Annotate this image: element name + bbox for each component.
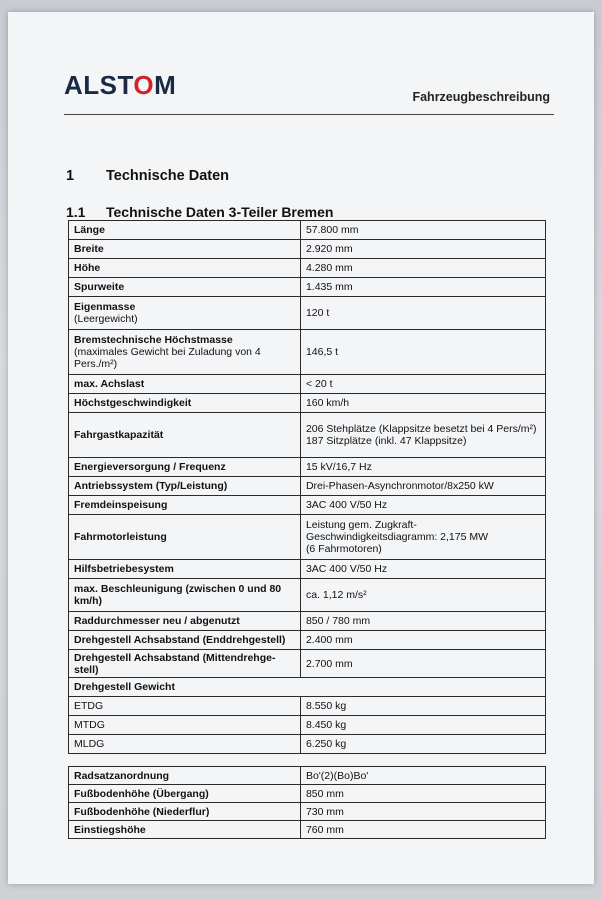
row-value [300,803,545,821]
row-key-text: Antriebssystem (Typ/Leistung) [74,480,228,492]
table-row [69,394,546,413]
row-value-text: 2.400 mm [305,634,353,646]
row-key [69,579,301,612]
row-key [69,650,301,678]
row-key [69,496,301,515]
weight-header [69,678,546,697]
row-key [69,785,301,803]
row-value [300,612,545,631]
weight-value-text: 8.550 kg [305,700,347,712]
row-value-text: 57.800 mm [305,224,359,236]
row-value-text: 3AC 400 V/50 Hz [305,563,388,575]
row-value-text: 2.700 mm [305,657,353,670]
table-row [69,259,546,278]
table-row [69,278,546,297]
row-value [300,785,545,803]
row-value [300,297,545,330]
section-heading-1: 1 Technische Daten [66,168,230,184]
technical-data-table [68,220,546,754]
row-key [69,221,301,240]
row-key [69,240,301,259]
row-value-text: 850 mm [305,787,344,800]
weight-value [300,716,545,735]
row-key-text: Fahrmotorleistung [74,531,167,543]
weight-value-text: 6.250 kg [305,738,347,750]
row-key [69,803,301,821]
row-value [300,394,545,413]
row-key [69,394,301,413]
row-value [300,631,545,650]
row-key [69,560,301,579]
row-value [300,821,545,839]
row-key [69,477,301,496]
row-value-text: Drei-Phasen-Asynchronmotor/8x250 kW [305,480,494,492]
row-key [69,631,301,650]
row-value-subtext: 187 Sitzplätze (inkl. 47 Klappsitze) [305,435,467,447]
row-value [300,375,545,394]
row-key-text: Fußbodenhöhe (Niederflur) [74,805,210,818]
row-value [300,221,545,240]
row-key-text: Drehgestell Achsabstand (Mittendrehge-stell) [74,651,276,676]
weight-key [69,697,301,716]
row-key-text: Länge [74,224,105,236]
weight-key-text: MTDG [74,719,105,731]
row-value [300,650,545,678]
row-value [300,767,545,785]
table-row [69,297,546,330]
row-value [300,515,545,560]
row-key [69,458,301,477]
row-value [300,579,545,612]
row-key-text: Hilfsbetriebesystem [74,563,174,575]
row-key [69,821,301,839]
table-row [69,221,546,240]
row-key-text: Fahrgastkapazität [74,429,164,441]
row-key-text: Energieversorgung / Frequenz [74,461,226,473]
row-value [300,259,545,278]
table-row [69,767,546,785]
row-value-text: 4.280 mm [305,262,353,274]
row-key [69,259,301,278]
row-value [300,458,545,477]
row-key [69,515,301,560]
document-title: Fahrzeugbeschreibung [412,90,550,104]
table-row [69,821,546,839]
row-value [300,278,545,297]
row-value [300,560,545,579]
table-row [69,515,546,560]
table-row [69,560,546,579]
row-key-text: Fremdeinspeisung [74,499,168,511]
row-key-text: Bremstechnische Höchstmasse [74,334,233,346]
row-value-text: 120 t [305,307,330,319]
row-key-text: Drehgestell Achsabstand (Enddrehgestell) [74,634,286,646]
table-row [69,458,546,477]
row-value-text: 730 mm [305,805,344,818]
row-value-text: Bo'(2)(Bo)Bo' [305,769,369,782]
row-key-text: Breite [74,243,104,255]
table-row [69,785,546,803]
row-key-text: Eigenmasse [74,301,136,313]
floor-height-table [68,766,546,839]
row-value-text: 2.920 mm [305,243,353,255]
table-row [69,496,546,515]
table-row [69,735,546,754]
row-value-text: 146,5 t [305,346,339,358]
row-value-text: Leistung gem. Zugkraft-Geschwindigkeitsdiagramm: 2,175 MW [305,519,489,543]
row-key [69,278,301,297]
table-row [69,650,546,678]
weight-value [300,735,545,754]
row-key-text: Höchstgeschwindigkeit [74,397,192,409]
weight-key-text: ETDG [74,700,104,712]
weight-key-text: MLDG [74,738,105,750]
table-row [69,413,546,458]
row-value-text: 160 km/h [305,397,350,409]
table-row [69,716,546,735]
table-row [69,330,546,375]
row-key-text: Spurweite [74,281,125,293]
row-value-text: ca. 1,12 m/s² [305,589,367,601]
alstom-logo: ALSTOM [64,70,177,100]
row-value-text: 15 kV/16,7 Hz [305,461,372,473]
table-row [69,579,546,612]
row-key [69,767,301,785]
row-key [69,375,301,394]
row-key-subtext: (Leergewicht) [74,313,138,325]
table-row [69,375,546,394]
row-value [300,240,545,259]
row-key-subtext: (maximales Gewicht bei Zuladung von 4 Pers./m²) [74,346,261,370]
row-key-text: Höhe [74,262,101,274]
row-key-text: Fußbodenhöhe (Übergang) [74,787,209,800]
row-key [69,413,301,458]
weight-key [69,735,301,754]
row-key-text: max. Beschleunigung (zwischen 0 und 80 km/h) [74,583,282,607]
weight-header-text: Drehgestell Gewicht [74,681,175,693]
row-key [69,330,301,375]
table-row [69,803,546,821]
row-value-text: < 20 t [305,378,333,390]
weight-key [69,716,301,735]
row-key-text: max. Achslast [74,378,145,390]
row-value-text: 760 mm [305,823,344,836]
section-heading-1-1: 1.1 Technische Daten 3-Teiler Bremen [66,204,334,220]
row-key-text: Raddurchmesser neu / abgenutzt [74,615,240,627]
header-rule [64,114,554,115]
row-key [69,297,301,330]
table-row [69,240,546,259]
row-value [300,330,545,375]
row-key-text: Radsatzanordnung [74,769,170,782]
row-value-text: 206 Stehplätze (Klappsitze besetzt bei 4 Pers/m²) [305,423,537,435]
row-value [300,496,545,515]
row-value-text: 3AC 400 V/50 Hz [305,499,388,511]
row-value [300,477,545,496]
row-key [69,612,301,631]
table-row [69,477,546,496]
row-value [300,413,545,458]
table-row [69,631,546,650]
row-value-text: 1.435 mm [305,281,353,293]
weight-value-text: 8.450 kg [305,719,347,731]
table-row [69,697,546,716]
row-key-text: Einstiegshöhe [74,823,146,836]
row-value-text: 850 / 780 mm [305,615,371,627]
weight-value [300,697,545,716]
table-row [69,612,546,631]
row-value-subtext: (6 Fahrmotoren) [305,543,382,555]
table-row [69,678,546,697]
